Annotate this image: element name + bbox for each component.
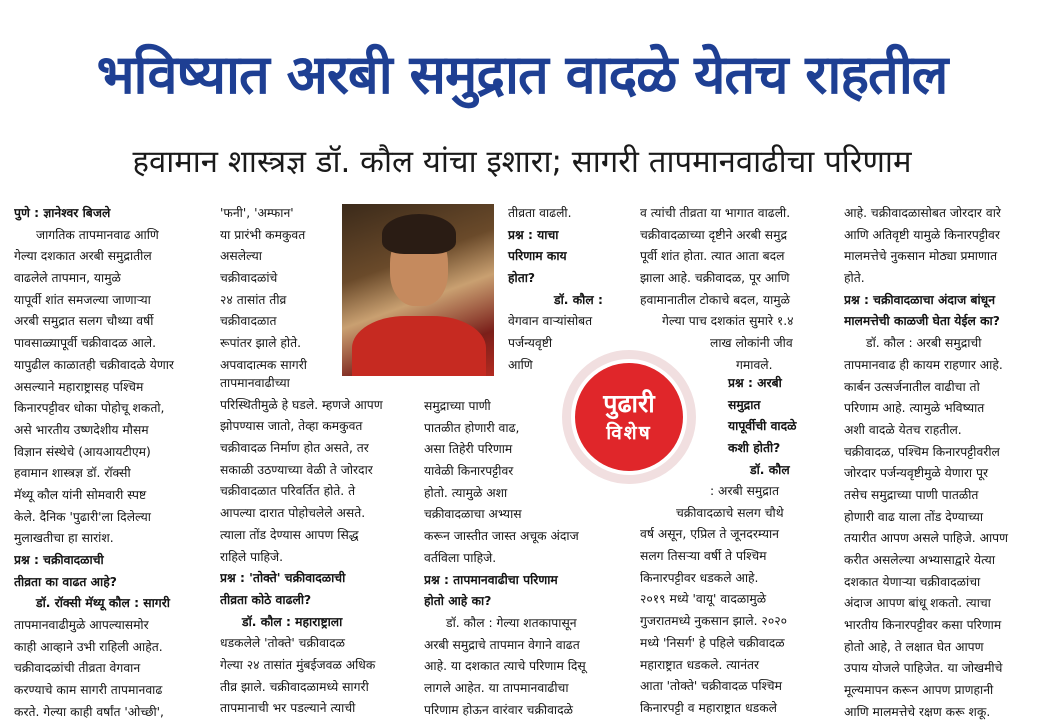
body-line: आहे. या दशकात त्याचे परिणाम दिसू (424, 659, 586, 674)
question-line: प्रश्न : याचा (508, 227, 559, 242)
body-line: होतो आहे, ते लक्षात घेत आपण (844, 639, 984, 654)
body-line: व त्यांची तीव्रता या भागात वाढली. (640, 206, 791, 220)
body-line: होणारी वाढ याला तोंड देण्याच्या (844, 509, 984, 524)
body-line: आता 'तोक्ते' चक्रीवादळ पश्चिम (640, 679, 782, 694)
body-line: 'फनी', 'अम्फान' (220, 206, 294, 220)
question-line: प्रश्न : अरबी (728, 376, 782, 390)
answer-speaker-line: डॉ. कौल (750, 462, 790, 477)
body-line: तापमानवाढीच्या (220, 376, 290, 390)
byline: पुणे : ज्ञानेश्वर बिजले (14, 206, 111, 220)
answer-speaker-line: डॉ. रॉक्सी मॅथ्यू कौल : सागरी (36, 596, 170, 611)
body-line: सकाळी उठण्याच्या वेळी ते जोरदार (220, 462, 373, 477)
body-line: आपल्या दारात पोहोचलेले असते. (220, 506, 366, 521)
body-line: वाढलेले तापमान, यामुळे (14, 271, 121, 286)
body-line: तापमानाची भर पडल्याने त्याची (220, 701, 356, 716)
body-line: करण्याचे काम सागरी तापमानवाढ (14, 683, 163, 698)
body-line: चक्रीवादळाचा अभ्यास (424, 507, 522, 522)
body-line: २४ तासांत तीव्र (220, 292, 287, 307)
body-line: मॅथ्यू कौल यांनी सोमवारी स्पष्ट (14, 487, 147, 502)
body-line: तीव्र झाले. चक्रीवादळामध्ये सागरी (220, 679, 369, 694)
body-line: परिणाम होऊन वारंवार चक्रीवादळे (424, 702, 573, 717)
body-line: भारतीय किनारपट्टीवर कसा परिणाम (844, 618, 1002, 633)
body-line: हवामानातील टोकाचे बदल, यामुळे (640, 292, 790, 307)
body-line: पूर्वी शांत होता. त्यात आता बदल (640, 249, 785, 264)
body-line: अशी वादळे येतच राहतील. (844, 422, 962, 437)
body-line: वेगवान वाऱ्यांसोबत (508, 314, 593, 329)
body-line: : अरबी समुद्रात (710, 484, 779, 498)
body-line: रूपांतर झाले होते. (220, 336, 302, 351)
badge-sub-text: विशेष (606, 422, 652, 444)
body-line: चक्रीवादळाच्या दृष्टीने अरबी समुद्र (640, 227, 787, 242)
body-line: गेल्या २४ तासांत मुंबईजवळ अधिक (220, 657, 376, 672)
question-line: प्रश्न : चक्रीवादळाची (14, 553, 104, 567)
body-line: आहे. चक्रीवादळासोबत जोरदार वारे (844, 206, 1001, 220)
body-line: चक्रीवादळांचे (220, 271, 278, 286)
question-line: यापूर्वीची वादळे (728, 419, 797, 434)
body-line: पातळीत होणारी वाढ, (424, 420, 520, 435)
body-line: जागतिक तापमानवाढ आणि (36, 227, 159, 242)
body-line: यापुढील काळातही चक्रीवादळे येणार (14, 357, 174, 372)
question-line: प्रश्न : तापमानवाढीचा परिणाम (424, 572, 558, 587)
article-column-5 (844, 203, 1040, 720)
body-line: अरबी समुद्रात सलग चौथ्या वर्षी (14, 314, 154, 329)
body-line: उपाय योजले पाहिजेत. या जोखमीचे (844, 661, 1003, 676)
body-line: होतो. त्यामुळे अशा (424, 485, 508, 500)
question-line: होता? (508, 271, 536, 286)
body-line: वर्ष असून, एप्रिल ते जूनदरम्यान (640, 527, 779, 542)
body-line: मुलाखतीचा हा सारांश. (14, 531, 114, 546)
body-line: अंदाज आपण बांधू शकतो. त्याचा (844, 596, 991, 611)
body-line: करीत असलेल्या अभ्यासाद्वारे येत्या (844, 553, 996, 567)
body-line: लाख लोकांनी जीव (710, 336, 793, 351)
body-line: दशकात येणाऱ्या चक्रीवादळांचा (844, 574, 981, 589)
body-line: महाराष्ट्रात धडकले. त्यानंतर (640, 657, 760, 672)
body-line: तसेच समुद्राच्या पाणी पातळीत (844, 487, 979, 502)
body-line: गेल्या दशकात अरबी समुद्रातील (14, 249, 152, 264)
answer-speaker-line: डॉ. कौल : महाराष्ट्राला (242, 614, 343, 629)
body-line: आणि मालमत्तेचे रक्षण करू शकू. (844, 704, 991, 719)
body-line: किनारपट्टीवर धोका पोहोचू शकतो, (14, 401, 165, 416)
badge-brand-text: पुढारी (603, 389, 655, 418)
body-line: चक्रीवादळात परिवर्तित होते. ते (220, 484, 356, 499)
body-line: तापमानवाढीमुळे आपल्यासमोर (14, 618, 149, 633)
body-line: असा तिहेरी परिणाम (424, 442, 513, 457)
body-line: विज्ञान संस्थेचे (आयआयटीएम) (14, 444, 151, 459)
body-line: परिस्थितीमुळे हे घडले. म्हणजे आपण (220, 397, 383, 412)
body-line: असल्याने महाराष्ट्रासह पश्चिम (14, 379, 144, 394)
question-line: परिणाम काय (508, 249, 567, 264)
body-line: परिणाम आहे. त्यामुळे भविष्यात (844, 401, 985, 416)
body-line: अपवादात्मक सागरी (220, 357, 307, 372)
body-line: मध्ये 'निसर्ग' हे पहिले चक्रीवादळ (640, 635, 785, 650)
answer-speaker-line: डॉ. कौल : (554, 292, 603, 307)
body-line: राहिले पाहिजे. (220, 549, 284, 564)
body-line: आणि (508, 357, 533, 372)
body-line: चक्रीवादळाचे सलग चौथे (676, 505, 784, 520)
body-line: कार्बन उत्सर्जनातील वाढीचा तो (844, 379, 980, 394)
body-line: समुद्राच्या पाणी (424, 399, 491, 413)
body-line: काही आव्हाने उभी राहिली आहेत. (14, 639, 163, 654)
body-line: करून जास्तीत जास्त अचूक अंदाज (424, 529, 579, 544)
body-line: असलेल्या (220, 249, 262, 264)
body-line: किनारपट्टी व महाराष्ट्रात धडकले (640, 700, 777, 715)
question-line: मालमत्तेची काळजी घेता येईल का? (844, 314, 1000, 329)
body-line: तीव्रता वाढली. (508, 206, 572, 220)
body-line: केले. दैनिक 'पुढारी'ला दिलेल्या (14, 509, 151, 524)
body-line: तापमानवाढ ही कायम राहणार आहे. (844, 357, 1003, 372)
body-line: सलग तिसऱ्या वर्षी ते पश्चिम (640, 549, 767, 564)
body-line: हवामान शास्त्रज्ञ डॉ. रॉक्सी (14, 466, 131, 481)
body-line: करते. गेल्या काही वर्षांत 'ओच्छी', (14, 704, 164, 719)
body-line: असे भारतीय उष्णदेशीय मौसम (14, 422, 149, 437)
body-line: मालमत्तेचे नुकसान मोठ्या प्रमाणात (844, 249, 998, 264)
question-line: तीव्रता कोठे वाढली? (220, 592, 312, 607)
question-line: प्रश्न : चक्रीवादळाचा अंदाज बांधून (844, 292, 996, 307)
article-column-1 (14, 203, 214, 720)
question-line: प्रश्न : 'तोक्ते' चक्रीवादळाची (220, 571, 346, 586)
body-line: झोपण्यास जातो, तेव्हा कमकुवत (220, 419, 363, 434)
question-line: समुद्रात (728, 397, 761, 412)
body-line: मूल्यमापन करून आपण प्राणहानी (844, 683, 994, 698)
body-line: गेल्या पाच दशकांत सुमारे १.४ (662, 314, 794, 329)
body-line: गुजरातमध्ये नुकसान झाले. २०२० (640, 614, 788, 629)
headline: भविष्यात अरबी समुद्रात वादळे येतच राहतील (96, 43, 948, 106)
body-line: चक्रीवादळात (220, 314, 277, 329)
body-line: अरबी समुद्राचे तापमान वेगाने वाढत (424, 637, 580, 652)
body-line: झाला आहे. चक्रीवादळ, पूर आणि (640, 271, 790, 286)
subheadline: हवामान शास्त्रज्ञ डॉ. कौल यांचा इशारा; सागरी तापमानवाढीचा परिणाम (132, 144, 912, 180)
body-line: गमावले. (736, 357, 773, 372)
body-line: होते. (844, 271, 865, 286)
body-line: यावेळी किनारपट्टीवर (424, 464, 514, 479)
body-line: २०१९ मध्ये 'वायू' वादळामुळे (640, 592, 767, 607)
body-line: पर्जन्यवृष्टी (508, 336, 553, 351)
body-line: त्याला तोंड देण्यास आपण सिद्ध (220, 527, 359, 542)
body-line: यापूर्वी शांत समजल्या जाणार्‍या (14, 292, 151, 307)
body-line: वर्तविला पाहिजे. (424, 550, 497, 565)
body-line: आणि अतिवृष्टी यामुळे किनारपट्टीवर (844, 227, 1000, 242)
answer-speaker-line: डॉ. कौल : अरबी समुद्राची (866, 336, 982, 351)
question-line: कशी होती? (728, 441, 781, 456)
body-line: किनारपट्टीवर धडकले आहे. (640, 570, 759, 585)
question-line: होतो आहे का? (424, 594, 492, 609)
body-line: चक्रीवादळ निर्माण होत असते, तर (220, 441, 369, 456)
question-line: तीव्रता का वाढत आहे? (14, 574, 117, 589)
body-line: धडकलेले 'तोक्ते' चक्रीवादळ (220, 636, 345, 651)
body-line: चक्रीवादळ, पश्चिम किनारपट्टीवरील (844, 444, 1000, 459)
answer-speaker-line: डॉ. कौल : गेल्या शतकापासून (446, 615, 577, 630)
body-line: तयारीत आपण असले पाहिजे. आपण (844, 531, 1009, 546)
body-line: लागले आहेत. या तापमानवाढीचा (424, 680, 569, 695)
article-column-4 (640, 203, 835, 720)
body-line: या प्रारंभी कमकुवत (220, 227, 306, 242)
body-line: पावसाळ्यापूर्वी चक्रीवादळ आले. (14, 336, 157, 351)
body-line: जोरदार पर्जन्यवृष्टीमुळे येणारा पूर (844, 466, 989, 481)
body-line: चक्रीवादळांची तीव्रता वेगवान (14, 661, 141, 676)
